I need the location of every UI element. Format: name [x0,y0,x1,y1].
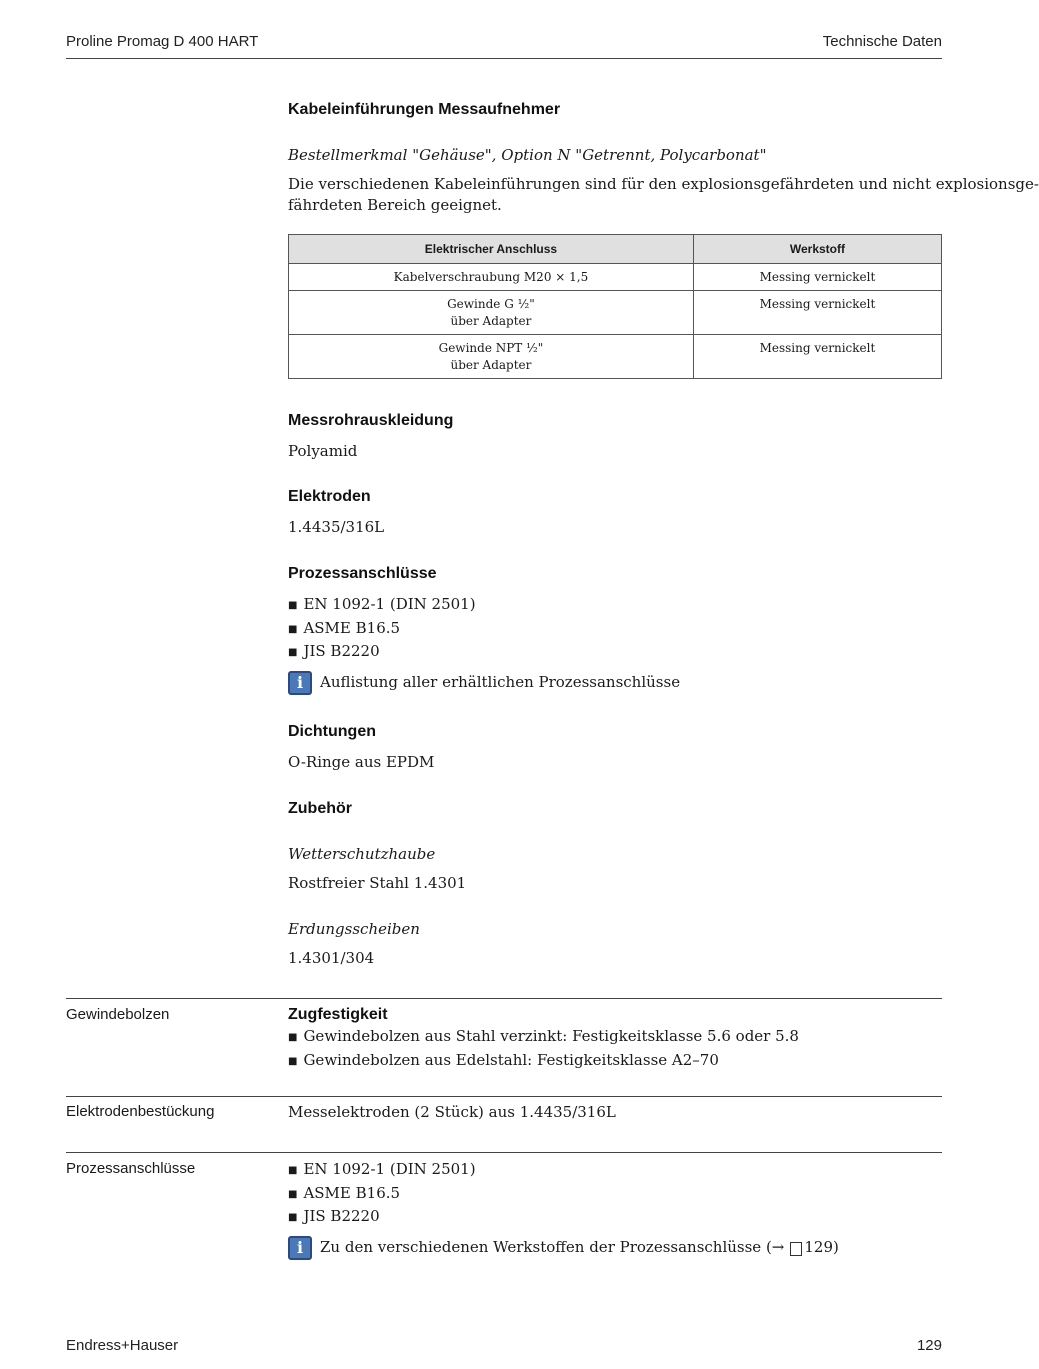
info-icon: i [288,1236,312,1260]
table-cell-connection: Gewinde G ½" über Adapter [289,291,694,335]
materials-note-text: Zu den verschiedenen Werkstoffen der Prozessanschlüsse (→ [320,1238,785,1256]
header-product-name: Proline Promag D 400 HART [66,33,259,50]
process-connections-section [288,563,942,695]
materials-note [288,1236,942,1260]
seals-title: Dichtungen [288,723,376,740]
materials-note-page[interactable]: 129) [804,1238,839,1256]
page-ref-icon [790,1242,802,1256]
threaded-studs-section [288,1004,942,1073]
electrode-equipment-label: Elektrodenbestückung [66,1103,215,1120]
list-item: ■ ASME B16.5 [288,1183,942,1207]
tensile-strength-title: Zugfestigkeit [288,1006,388,1023]
cable-entries-title: Kabeleinführungen Messaufnehmer [288,101,561,118]
section-rule [66,1096,942,1097]
process-connections-list-2 [288,1159,942,1230]
table-row [289,335,942,379]
lining-section [288,410,942,462]
electrode-equipment-value: Messelektroden (2 Stück) aus 1.4435/316L [288,1103,616,1121]
table-header-material: Werkstoff [693,235,941,264]
electrodes-section [288,486,942,538]
process-connections-section-2 [288,1159,942,1260]
electrodes-value: 1.4435/316L [288,518,385,536]
section-rule [66,1152,942,1153]
description-line2: fährdeten Bereich geeignet. [288,196,502,214]
cable-entries-table-wrap [288,234,942,379]
description-line1: Die verschiedenen Kabeleinführungen sind für den explosionsgefährdeten und nicht explosionsge- [288,175,1039,193]
cable-entries-section [288,99,1039,216]
table-row [289,291,942,335]
list-item: ■ EN 1092-1 (DIN 2501) [288,594,942,618]
footer-company: Endress+Hauser [66,1337,179,1354]
table-cell-material: Messing vernickelt [693,264,941,291]
table-cell-connection: Gewinde NPT ½" über Adapter [289,335,694,379]
header-section-title: Technische Daten [822,33,942,50]
table-row [289,264,942,291]
lining-title: Messrohrauskleidung [288,412,454,429]
list-item: ■ Gewindebolzen aus Stahl verzinkt: Festigkeitsklasse 5.6 oder 5.8 [288,1026,942,1050]
note-text: Auflistung aller erhältlichen Prozessanschlüsse [320,673,681,691]
electrode-equipment-section [288,1102,942,1123]
cable-entries-table [288,234,942,379]
process-connections-title: Prozessanschlüsse [288,565,437,582]
seals-section [288,721,942,773]
list-item: ■ Gewindebolzen aus Edelstahl: Festigkeitsklasse A2–70 [288,1050,942,1074]
table-header-connection: Elektrischer Anschluss [289,235,694,264]
accessory-value: Rostfreier Stahl 1.4301 [288,874,467,892]
page-number: 129 [916,1337,942,1354]
accessory-label: Wetterschutzhaube [288,845,436,863]
accessories-section [288,798,942,969]
list-item: ■ ASME B16.5 [288,618,942,642]
seals-value: O-Ringe aus EPDM [288,753,435,771]
accessory-value: 1.4301/304 [288,949,375,967]
threaded-studs-list [288,1026,942,1073]
list-item: ■ EN 1092-1 (DIN 2501) [288,1159,942,1183]
table-cell-connection: Kabelverschraubung M20 × 1,5 [289,264,694,291]
accessories-title: Zubehör [288,800,352,817]
table-cell-material: Messing vernickelt [693,335,941,379]
electrodes-title: Elektroden [288,488,371,505]
table-cell-material: Messing vernickelt [693,291,941,335]
process-connections-label: Prozessanschlüsse [66,1160,196,1177]
process-connections-note [288,671,942,695]
list-item: ■ JIS B2220 [288,1206,942,1230]
list-item: ■ JIS B2220 [288,641,942,665]
process-connections-list [288,594,942,665]
threaded-studs-label: Gewindebolzen [66,1006,170,1023]
info-icon: i [288,671,312,695]
lining-value: Polyamid [288,442,358,460]
section-rule [66,998,942,999]
accessory-label: Erdungsscheiben [288,920,420,938]
order-option: Bestellmerkmal "Gehäuse", Option N "Getrennt, Polycarbonat" [288,146,767,164]
header-rule [66,58,942,59]
